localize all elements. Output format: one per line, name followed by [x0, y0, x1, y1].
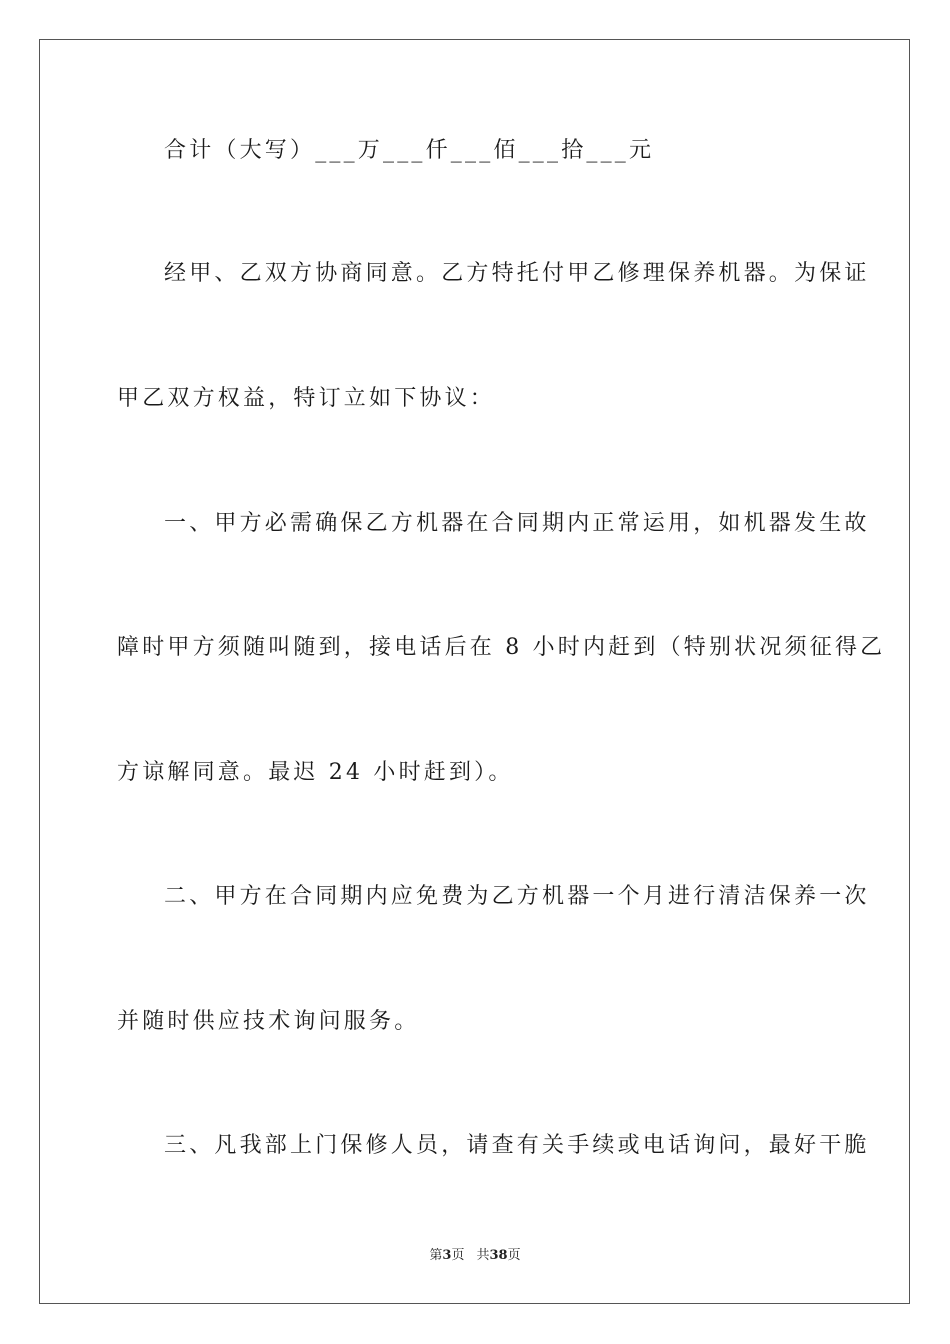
paragraph-intro-line-1: 经甲、乙双方协商同意。乙方特托付甲乙修理保养机器。为保证	[164, 261, 870, 286]
paragraph-intro-line-2: 甲乙双方权益，特订立如下协议：	[117, 386, 496, 411]
clause-3-line-1: 三、凡我部上门保修人员，请查有关手续或电话询问，最好干脆	[164, 1133, 870, 1158]
clause-1-line-3: 方谅解同意。最迟 24 小时赶到）。	[117, 760, 514, 785]
clause-2-line-2: 并随时供应技术询问服务。	[117, 1009, 420, 1034]
total-suffix: 页	[507, 1248, 521, 1263]
page-footer	[0, 1247, 950, 1265]
clause-1-line-2: 障时甲方须随叫随到，接电话后在 8 小时内赶到（特别状况须征得乙	[117, 635, 886, 660]
total-amount-line: 合计（大写）___万___仟___佰___拾___元	[164, 138, 655, 163]
total-prefix: 共	[476, 1248, 490, 1263]
clause-2-line-1: 二、甲方在合同期内应免费为乙方机器一个月进行清洁保养一次	[164, 884, 870, 909]
page-border	[39, 39, 910, 1304]
total-pages: 38	[489, 1248, 508, 1263]
clause-1-line-1: 一、甲方必需确保乙方机器在合同期内正常运用，如机器发生故	[164, 511, 870, 536]
page-number: 3	[442, 1248, 452, 1263]
page-suffix: 页	[451, 1248, 465, 1263]
page-prefix: 第	[429, 1248, 443, 1263]
